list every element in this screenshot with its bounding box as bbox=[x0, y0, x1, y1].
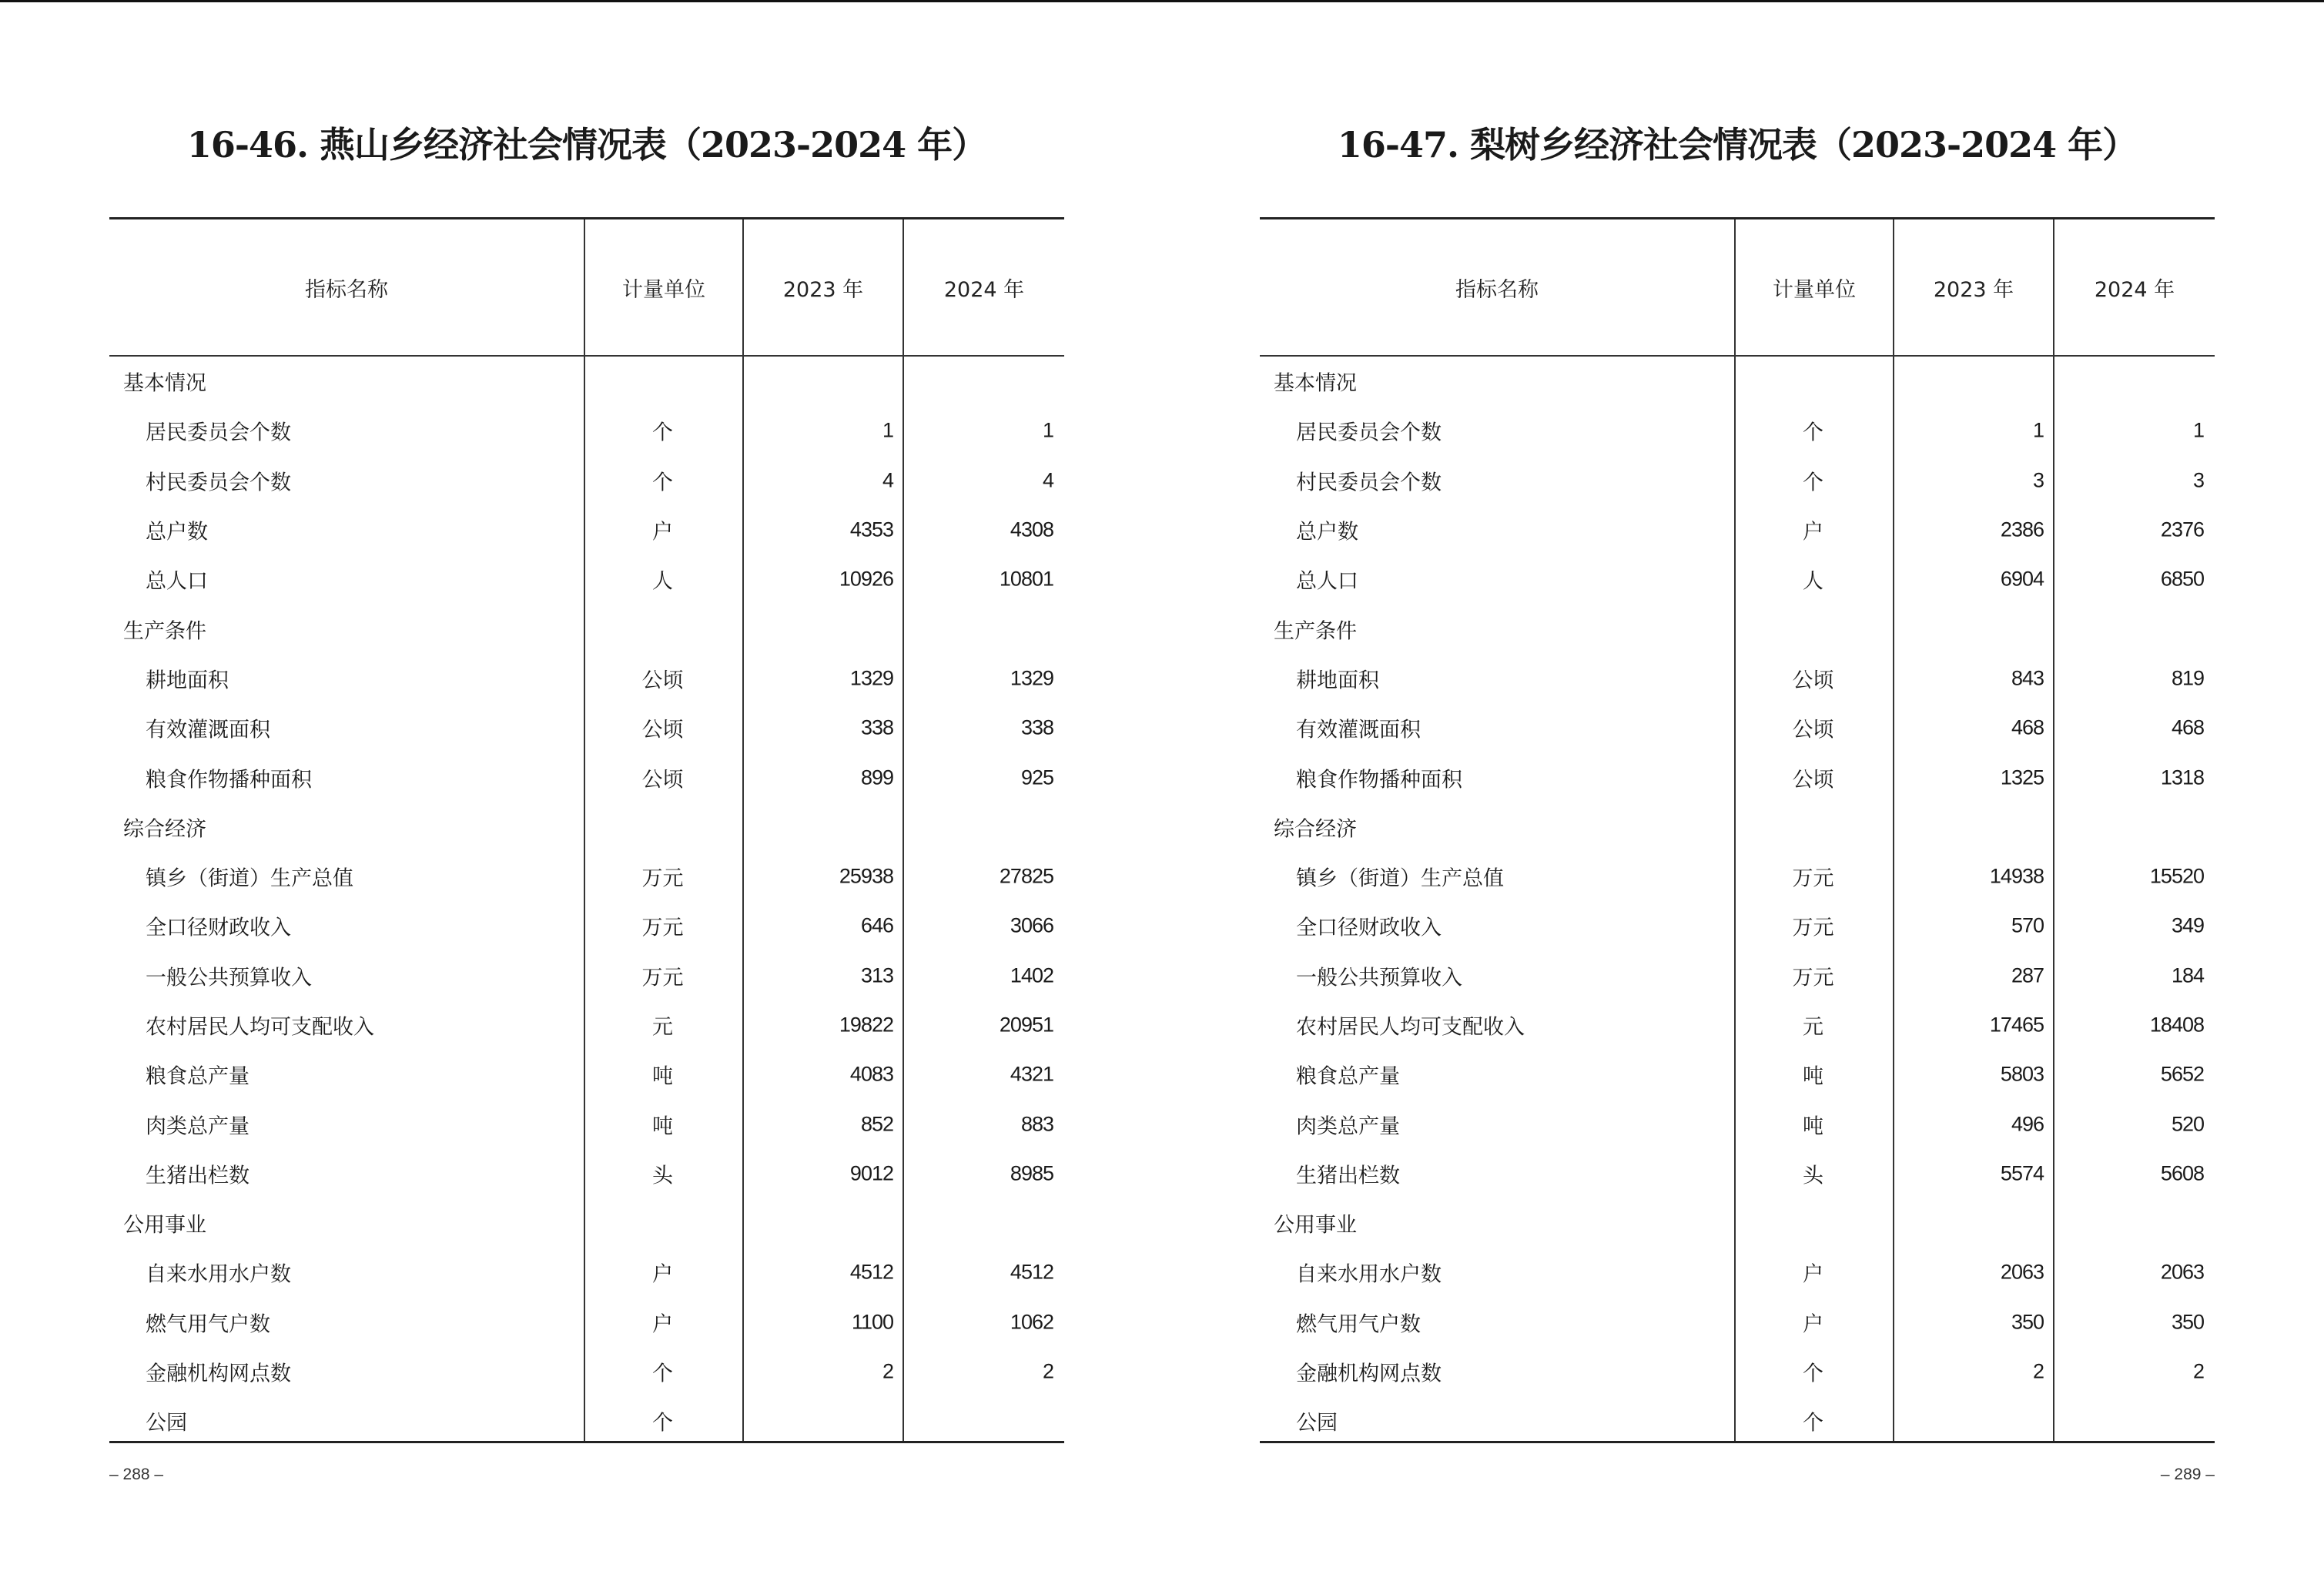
value-2023: 570 bbox=[2011, 913, 2044, 937]
table-row bbox=[109, 1347, 1064, 1396]
value-2024: 1402 bbox=[1010, 963, 1053, 987]
value-2024: 184 bbox=[2171, 963, 2204, 987]
indicator-name: 自来水用水户数 bbox=[146, 1262, 291, 1287]
unit-cell: 个 bbox=[1803, 420, 1823, 445]
value-2024: 925 bbox=[1020, 766, 1053, 789]
unit-cell: 公顷 bbox=[641, 668, 684, 693]
header-unit: 计量单位 bbox=[622, 277, 705, 302]
unit-cell: 公顷 bbox=[641, 768, 684, 792]
indicator-name: 肉类总产量 bbox=[146, 1114, 249, 1139]
value-2023: 2063 bbox=[2000, 1260, 2044, 1284]
indicator-name: 金融机构网点数 bbox=[1296, 1362, 1442, 1386]
indicator-name: 燃气用气户数 bbox=[146, 1312, 270, 1337]
indicator-name: 一般公共预算收入 bbox=[146, 966, 312, 990]
value-2023: 843 bbox=[2011, 666, 2044, 690]
header-year-2023: 2023 年 bbox=[1933, 277, 2014, 302]
value-2023: 4083 bbox=[849, 1062, 893, 1086]
value-2024: 6850 bbox=[2160, 567, 2204, 591]
value-2023: 10926 bbox=[839, 567, 893, 591]
table-row bbox=[109, 1298, 1064, 1347]
table-row bbox=[109, 1000, 1064, 1050]
category-row bbox=[109, 604, 1064, 653]
unit-cell: 万元 bbox=[1792, 966, 1834, 990]
unit-cell: 户 bbox=[1803, 1262, 1823, 1287]
value-2023: 4353 bbox=[849, 518, 893, 541]
table-row bbox=[109, 703, 1064, 752]
value-2023: 17465 bbox=[1989, 1013, 2044, 1037]
unit-cell: 个 bbox=[652, 471, 673, 495]
header-year-2024: 2024 年 bbox=[2094, 277, 2175, 302]
value-2023: 25938 bbox=[839, 864, 893, 888]
value-2023: 3 bbox=[2032, 468, 2044, 492]
indicator-name: 全口径财政收入 bbox=[146, 916, 291, 940]
unit-cell: 头 bbox=[652, 1164, 673, 1188]
value-2023: 4 bbox=[882, 468, 893, 492]
value-2024: 1062 bbox=[1010, 1310, 1053, 1334]
value-2023: 338 bbox=[860, 715, 893, 739]
indicator-name: 总户数 bbox=[1296, 520, 1358, 544]
table-row bbox=[109, 406, 1064, 455]
value-2024: 1318 bbox=[2160, 766, 2204, 789]
indicator-name: 燃气用气户数 bbox=[1296, 1312, 1421, 1337]
header-indicator-name: 指标名称 bbox=[1455, 277, 1539, 302]
indicator-name: 综合经济 bbox=[1274, 817, 1357, 842]
indicator-name: 居民委员会个数 bbox=[1296, 420, 1442, 445]
value-2024: 1 bbox=[2192, 418, 2204, 442]
unit-cell: 个 bbox=[1803, 1362, 1823, 1386]
category-row bbox=[109, 357, 1064, 406]
value-2023: 6904 bbox=[2000, 567, 2044, 591]
unit-cell: 吨 bbox=[652, 1064, 673, 1089]
table-row bbox=[1260, 852, 2215, 901]
value-2023: 5574 bbox=[2000, 1161, 2044, 1185]
unit-cell: 人 bbox=[652, 569, 673, 594]
indicator-name: 生产条件 bbox=[1274, 619, 1357, 644]
indicator-name: 粮食总产量 bbox=[146, 1064, 249, 1089]
unit-cell: 公顷 bbox=[1792, 718, 1834, 742]
unit-cell: 户 bbox=[1803, 1312, 1823, 1337]
value-2023: 350 bbox=[2011, 1310, 2044, 1334]
unit-cell: 万元 bbox=[641, 866, 684, 891]
value-2024: 2 bbox=[1042, 1359, 1053, 1383]
value-2024: 468 bbox=[2171, 715, 2204, 739]
value-2023: 1 bbox=[882, 418, 893, 442]
value-2024: 2063 bbox=[2160, 1260, 2204, 1284]
table-title: 16-47. 梨树乡经济社会情况表（2023-2024 年） bbox=[1337, 124, 2138, 166]
unit-cell: 个 bbox=[652, 1411, 673, 1436]
category-row bbox=[1260, 357, 2215, 406]
unit-cell: 头 bbox=[1803, 1164, 1823, 1188]
value-2023: 2386 bbox=[2000, 518, 2044, 541]
unit-cell: 万元 bbox=[641, 966, 684, 990]
indicator-name: 粮食作物播种面积 bbox=[146, 768, 312, 792]
value-2023: 19822 bbox=[839, 1013, 893, 1037]
value-2024: 349 bbox=[2171, 913, 2204, 937]
table-row bbox=[109, 456, 1064, 505]
page-left bbox=[109, 0, 1064, 1588]
unit-cell: 户 bbox=[652, 1262, 673, 1287]
indicator-name: 公园 bbox=[1296, 1411, 1338, 1436]
value-2024: 3066 bbox=[1010, 913, 1053, 937]
indicator-name: 总户数 bbox=[146, 520, 208, 544]
table-row bbox=[109, 554, 1064, 604]
value-2023: 9012 bbox=[849, 1161, 893, 1185]
indicator-name: 总人口 bbox=[1296, 569, 1358, 594]
indicator-name: 有效灌溉面积 bbox=[1296, 718, 1421, 742]
unit-cell: 公顷 bbox=[1792, 668, 1834, 693]
value-2024: 1329 bbox=[1010, 666, 1053, 690]
table-row bbox=[1260, 703, 2215, 752]
value-2023: 899 bbox=[860, 766, 893, 789]
table-row bbox=[109, 1396, 1064, 1446]
table-body bbox=[109, 357, 1064, 1446]
table-row bbox=[1260, 1149, 2215, 1198]
table-row bbox=[1260, 1050, 2215, 1099]
indicator-name: 农村居民人均可支配收入 bbox=[1296, 1015, 1525, 1040]
table-row bbox=[1260, 1298, 2215, 1347]
indicator-name: 金融机构网点数 bbox=[146, 1362, 291, 1386]
value-2023: 496 bbox=[2011, 1112, 2044, 1136]
value-2024: 8985 bbox=[1010, 1161, 1053, 1185]
indicator-name: 粮食总产量 bbox=[1296, 1064, 1400, 1089]
table-title: 16-46. 燕山乡经济社会情况表（2023-2024 年） bbox=[186, 124, 987, 166]
indicator-name: 镇乡（街道）生产总值 bbox=[146, 866, 353, 891]
value-2023: 1 bbox=[2032, 418, 2044, 442]
page-number: – 288 – bbox=[109, 1466, 164, 1483]
indicator-name: 肉类总产量 bbox=[1296, 1114, 1400, 1139]
table-row bbox=[109, 901, 1064, 950]
value-2023: 646 bbox=[860, 913, 893, 937]
table-row bbox=[1260, 406, 2215, 455]
header-unit: 计量单位 bbox=[1773, 277, 1856, 302]
indicator-name: 总人口 bbox=[146, 569, 208, 594]
indicator-name: 生产条件 bbox=[123, 619, 206, 644]
indicator-name: 农村居民人均可支配收入 bbox=[146, 1015, 374, 1040]
stats-table bbox=[109, 217, 1064, 1443]
category-row bbox=[109, 802, 1064, 852]
indicator-name: 村民委员会个数 bbox=[1296, 471, 1442, 495]
value-2024: 338 bbox=[1020, 715, 1053, 739]
value-2024: 10801 bbox=[999, 567, 1053, 591]
unit-cell: 个 bbox=[652, 420, 673, 445]
page-right bbox=[1260, 0, 2215, 1588]
unit-cell: 人 bbox=[1803, 569, 1823, 594]
header-year-2023: 2023 年 bbox=[782, 277, 864, 302]
indicator-name: 耕地面积 bbox=[1296, 668, 1379, 693]
value-2023: 1325 bbox=[2000, 766, 2044, 789]
value-2024: 20951 bbox=[999, 1013, 1053, 1037]
indicator-name: 综合经济 bbox=[123, 817, 206, 842]
value-2024: 4308 bbox=[1010, 518, 1053, 541]
page-number: – 289 – bbox=[2160, 1466, 2215, 1483]
value-2024: 3 bbox=[2192, 468, 2204, 492]
value-2024: 2376 bbox=[2160, 518, 2204, 541]
value-2024: 18408 bbox=[2149, 1013, 2204, 1037]
table-row bbox=[1260, 901, 2215, 950]
table-row bbox=[1260, 1248, 2215, 1297]
indicator-name: 镇乡（街道）生产总值 bbox=[1296, 866, 1504, 891]
value-2024: 5652 bbox=[2160, 1062, 2204, 1086]
indicator-name: 一般公共预算收入 bbox=[1296, 966, 1462, 990]
header-year-2024: 2024 年 bbox=[943, 277, 1025, 302]
table-row bbox=[1260, 554, 2215, 604]
table-row bbox=[109, 505, 1064, 554]
unit-cell: 户 bbox=[652, 1312, 673, 1337]
indicator-name: 基本情况 bbox=[1274, 371, 1357, 396]
unit-cell: 吨 bbox=[652, 1114, 673, 1139]
category-row bbox=[109, 1198, 1064, 1248]
value-2023: 287 bbox=[2011, 963, 2044, 987]
indicator-name: 自来水用水户数 bbox=[1296, 1262, 1442, 1287]
unit-cell: 元 bbox=[652, 1015, 673, 1040]
indicator-name: 基本情况 bbox=[123, 371, 206, 396]
unit-cell: 个 bbox=[1803, 471, 1823, 495]
value-2023: 2 bbox=[2032, 1359, 2044, 1383]
value-2024: 883 bbox=[1020, 1112, 1053, 1136]
indicator-name: 耕地面积 bbox=[146, 668, 229, 693]
value-2024: 520 bbox=[2171, 1112, 2204, 1136]
indicator-name: 全口径财政收入 bbox=[1296, 916, 1442, 940]
table-row bbox=[109, 852, 1064, 901]
unit-cell: 元 bbox=[1803, 1015, 1823, 1040]
value-2024: 350 bbox=[2171, 1310, 2204, 1334]
table-row bbox=[1260, 1000, 2215, 1050]
table-row bbox=[109, 654, 1064, 703]
value-2024: 4321 bbox=[1010, 1062, 1053, 1086]
stats-table bbox=[1260, 217, 2215, 1443]
table-row bbox=[109, 951, 1064, 1000]
value-2024: 2 bbox=[2192, 1359, 2204, 1383]
value-2024: 5608 bbox=[2160, 1161, 2204, 1185]
indicator-name: 村民委员会个数 bbox=[146, 471, 291, 495]
table-row bbox=[109, 1050, 1064, 1099]
indicator-name: 公用事业 bbox=[1274, 1213, 1357, 1238]
table-row bbox=[1260, 654, 2215, 703]
unit-cell: 吨 bbox=[1803, 1064, 1823, 1089]
value-2024: 27825 bbox=[999, 864, 1053, 888]
indicator-name: 公用事业 bbox=[123, 1213, 206, 1238]
value-2023: 14938 bbox=[1989, 864, 2044, 888]
unit-cell: 个 bbox=[652, 1362, 673, 1386]
indicator-name: 居民委员会个数 bbox=[146, 420, 291, 445]
table-row bbox=[1260, 1099, 2215, 1148]
header-indicator-name: 指标名称 bbox=[305, 277, 388, 302]
value-2023: 852 bbox=[860, 1112, 893, 1136]
value-2023: 313 bbox=[860, 963, 893, 987]
unit-cell: 万元 bbox=[1792, 916, 1834, 940]
table-row bbox=[1260, 752, 2215, 802]
value-2023: 2 bbox=[882, 1359, 893, 1383]
indicator-name: 有效灌溉面积 bbox=[146, 718, 270, 742]
value-2024: 1 bbox=[1042, 418, 1053, 442]
table-row bbox=[109, 1248, 1064, 1297]
unit-cell: 户 bbox=[652, 520, 673, 544]
category-row bbox=[1260, 1198, 2215, 1248]
table-body bbox=[1260, 357, 2215, 1446]
value-2023: 4512 bbox=[849, 1260, 893, 1284]
unit-cell: 公顷 bbox=[1792, 768, 1834, 792]
value-2023: 5803 bbox=[2000, 1062, 2044, 1086]
table-row bbox=[109, 1149, 1064, 1198]
value-2023: 468 bbox=[2011, 715, 2044, 739]
indicator-name: 生猪出栏数 bbox=[146, 1164, 249, 1188]
unit-cell: 公顷 bbox=[641, 718, 684, 742]
unit-cell: 万元 bbox=[641, 916, 684, 940]
table-row bbox=[109, 752, 1064, 802]
value-2023: 1100 bbox=[851, 1310, 893, 1334]
unit-cell: 万元 bbox=[1792, 866, 1834, 891]
table-row bbox=[1260, 1347, 2215, 1396]
unit-cell: 吨 bbox=[1803, 1114, 1823, 1139]
value-2024: 4512 bbox=[1010, 1260, 1053, 1284]
table-row bbox=[1260, 951, 2215, 1000]
indicator-name: 生猪出栏数 bbox=[1296, 1164, 1400, 1188]
value-2023: 1329 bbox=[849, 666, 893, 690]
indicator-name: 粮食作物播种面积 bbox=[1296, 768, 1462, 792]
unit-cell: 个 bbox=[1803, 1411, 1823, 1436]
category-row bbox=[1260, 802, 2215, 852]
value-2024: 15520 bbox=[2149, 864, 2204, 888]
table-row bbox=[109, 1099, 1064, 1148]
value-2024: 819 bbox=[2171, 666, 2204, 690]
unit-cell: 户 bbox=[1803, 520, 1823, 544]
category-row bbox=[1260, 604, 2215, 653]
indicator-name: 公园 bbox=[146, 1411, 187, 1436]
table-row bbox=[1260, 456, 2215, 505]
table-row bbox=[1260, 505, 2215, 554]
value-2024: 4 bbox=[1042, 468, 1053, 492]
table-row bbox=[1260, 1396, 2215, 1446]
